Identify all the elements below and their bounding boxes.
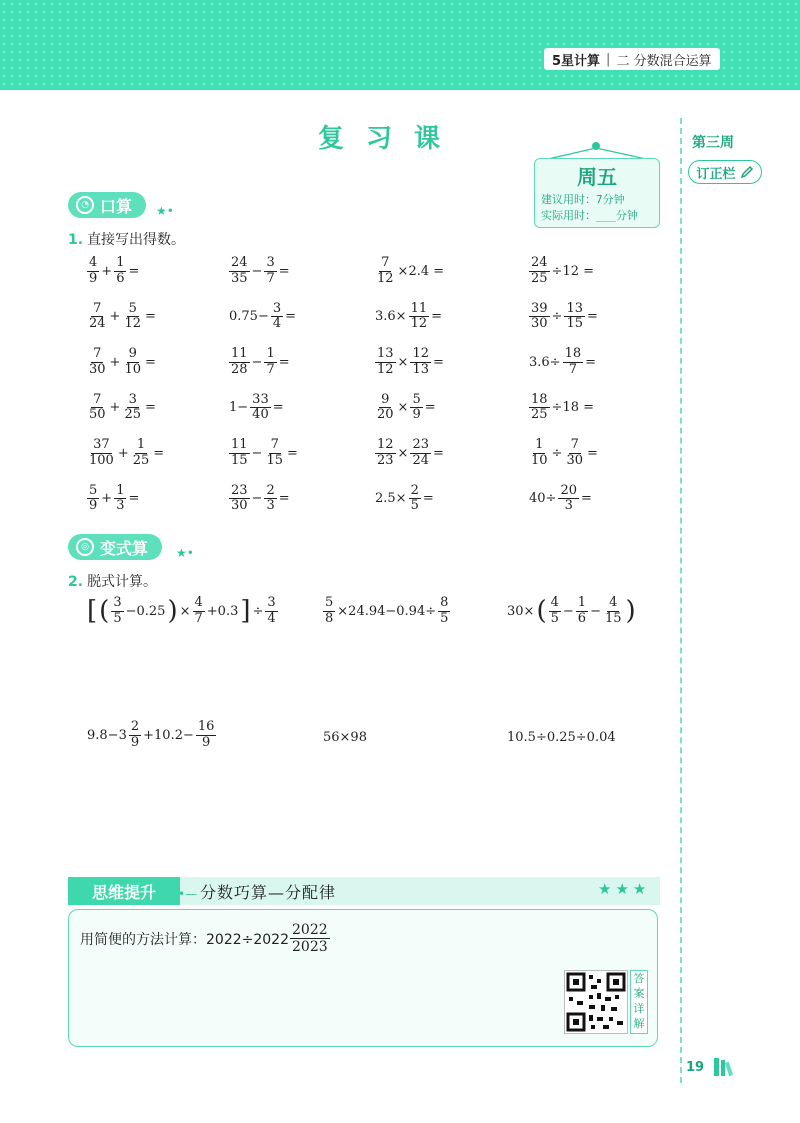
oral-problem <box>374 256 445 287</box>
fraction <box>564 438 585 469</box>
fraction-denominator: 5 <box>440 610 449 626</box>
fraction-numerator: 9 <box>128 346 137 361</box>
fraction <box>558 484 579 515</box>
oral-problem <box>374 438 445 469</box>
fraction-denominator: 30 <box>531 316 548 332</box>
expression-text: = <box>422 491 434 507</box>
oral-problem <box>528 484 593 515</box>
oral-problem <box>86 347 157 378</box>
fraction-numerator: 7 <box>93 391 102 407</box>
fraction <box>264 256 276 287</box>
fraction-denominator: 7 <box>568 361 577 377</box>
fraction-denominator: 40 <box>252 407 269 423</box>
section-tag-label: 变式算 <box>100 538 149 558</box>
expression-text: × <box>397 445 409 461</box>
fraction-denominator: 10 <box>531 452 548 468</box>
written-problem <box>506 730 617 745</box>
margin-divider <box>680 118 682 1083</box>
oral-problem <box>528 302 599 333</box>
fraction <box>264 484 276 515</box>
expression-text: + <box>109 354 121 370</box>
fraction-numerator: 39 <box>531 300 548 316</box>
fraction-numerator: 18 <box>564 346 582 361</box>
expression-text: ÷ <box>252 603 264 619</box>
fraction <box>196 720 217 751</box>
expression-text: ÷ <box>551 309 563 325</box>
correction-column-tag <box>688 160 762 184</box>
fraction-denominator: 28 <box>231 361 248 377</box>
expression-text: × <box>397 354 409 370</box>
header-pill <box>544 48 720 70</box>
question-text: 脱式计算。 <box>87 574 158 590</box>
fraction-numerator: 3 <box>267 595 276 610</box>
fraction-numerator: 24 <box>531 255 548 270</box>
fraction-denominator: 30 <box>89 361 106 377</box>
fraction <box>410 438 431 469</box>
fraction-denominator: 9 <box>201 734 211 750</box>
expression-text: 10.5÷0.25÷0.04 <box>507 730 616 745</box>
books-icon <box>712 1056 740 1078</box>
expression-text: ÷12 = <box>551 263 595 279</box>
fraction <box>564 302 585 333</box>
fraction-denominator: 12 <box>377 270 394 286</box>
fraction-denominator: 50 <box>89 407 106 423</box>
fraction <box>410 393 422 424</box>
fraction-denominator: 10 <box>124 361 141 377</box>
fraction <box>271 302 283 333</box>
written-problem <box>86 596 279 627</box>
fraction <box>229 256 250 287</box>
question-text: 直接写出得数。 <box>87 232 186 248</box>
fraction-numerator: 4 <box>89 255 98 270</box>
fraction-denominator: 30 <box>231 498 248 514</box>
sparkle-icon: ★• <box>176 546 194 560</box>
expression-text: 56×98 <box>323 730 367 745</box>
correction-label: 订正栏 <box>696 166 736 182</box>
chapter-label: 二 分数混合运算 <box>616 53 712 69</box>
oral-problem <box>228 484 291 515</box>
qr-code-icon[interactable] <box>564 970 628 1034</box>
thinking-tag: 思维提升 <box>68 877 180 905</box>
expression-text: = <box>585 354 597 370</box>
expression-text: ×2.4 = <box>397 263 445 279</box>
fraction-denominator: 15 <box>231 452 248 468</box>
expression-text: = <box>433 445 444 461</box>
expression-text: −0.25 <box>125 603 166 619</box>
bracket: ) <box>625 596 636 627</box>
expression-text: + <box>109 400 121 416</box>
fraction-denominator: 8 <box>325 610 334 626</box>
fraction <box>265 596 277 627</box>
fraction-denominator: 5 <box>113 610 122 626</box>
actual-time: 实际用时：___分钟 <box>541 209 638 222</box>
book-brand: 5星计算 <box>552 53 601 69</box>
fraction-numerator: 37 <box>93 437 110 452</box>
expression-text: − <box>251 263 263 279</box>
fraction-numerator: 12 <box>377 437 394 452</box>
fraction-denominator: 100 <box>89 452 114 468</box>
fraction <box>87 438 116 469</box>
fraction-numerator: 3 <box>266 255 275 270</box>
expression-text: = <box>278 491 290 507</box>
fraction-numerator: 3 <box>113 595 122 610</box>
expression-text: +10.2− <box>143 727 194 743</box>
fraction-denominator: 7 <box>266 270 275 286</box>
fraction-numerator: 5 <box>128 300 137 316</box>
thinking-question-text: 用简便的方法计算：2022÷2022 <box>80 931 289 948</box>
expression-text: + <box>117 445 129 461</box>
expression-text: = <box>128 263 140 279</box>
expression-text: +0.3 <box>206 603 239 619</box>
fraction-denominator: 4 <box>267 610 276 626</box>
expression-text: + <box>109 309 121 325</box>
fraction <box>529 438 550 469</box>
oral-problem <box>528 393 595 424</box>
fraction <box>229 347 250 378</box>
fraction-numerator: 11 <box>231 346 248 361</box>
fraction-denominator: 15 <box>266 452 283 468</box>
question-2-title <box>68 571 157 591</box>
oral-problem <box>228 302 297 333</box>
fraction-numerator: 1 <box>116 255 125 270</box>
suggested-time: 建议用时：7分钟 <box>541 193 625 206</box>
fraction <box>529 302 550 333</box>
section-tag-label: 口算 <box>100 196 133 216</box>
sparkle-icon: ★• <box>156 204 174 218</box>
oral-problem <box>228 393 285 424</box>
fraction-denominator: 23 <box>377 452 394 468</box>
expression-text: 3.6÷ <box>529 354 561 370</box>
fraction-numerator: 8 <box>440 595 449 610</box>
fraction <box>122 302 143 333</box>
fraction-numerator: 2022 <box>292 922 328 938</box>
expression-text: = <box>287 445 298 461</box>
fraction-denominator: 9 <box>89 270 98 286</box>
fraction <box>264 347 276 378</box>
written-problem <box>322 596 451 627</box>
oral-problem <box>528 256 595 287</box>
fraction-numerator: 5 <box>412 391 421 407</box>
fraction-denominator: 6 <box>577 610 587 626</box>
fraction-numerator: 1 <box>116 482 125 498</box>
fraction <box>87 484 99 515</box>
expression-text: = <box>587 309 598 325</box>
expression-text: + <box>101 263 113 279</box>
fraction-numerator: 1 <box>535 437 544 452</box>
fraction <box>375 256 396 287</box>
fraction-numerator: 7 <box>93 300 102 316</box>
week-label: 第三周 <box>692 135 734 151</box>
fraction-numerator: 4 <box>609 595 618 610</box>
fraction-numerator: 1 <box>266 346 275 361</box>
expression-text: − <box>251 445 263 461</box>
fraction-numerator: 3 <box>272 300 282 316</box>
fraction-numerator: 24 <box>231 255 248 270</box>
day-label: 周五 <box>577 165 617 189</box>
expression-text: = <box>278 354 290 370</box>
fraction-denominator: 25 <box>124 407 141 423</box>
oral-problem <box>374 484 435 515</box>
fraction-denominator: 4 <box>272 316 282 332</box>
fraction-numerator: 3 <box>128 391 137 407</box>
fraction-denominator: 24 <box>89 316 106 332</box>
expression-text: + <box>101 491 113 507</box>
expression-text: = <box>145 400 156 416</box>
fraction <box>131 438 152 469</box>
fraction-numerator: 13 <box>566 300 583 316</box>
pencil-icon <box>740 165 754 179</box>
expression-text: = <box>145 354 156 370</box>
fraction-numerator: 33 <box>252 391 269 407</box>
fraction-denominator: 13 <box>412 361 429 377</box>
written-problem <box>322 730 368 745</box>
written-problem <box>506 596 637 627</box>
oral-problem <box>528 438 599 469</box>
fraction-numerator: 7 <box>381 255 390 270</box>
fraction-denominator: 12 <box>410 316 428 332</box>
fraction-denominator: 2023 <box>292 939 328 956</box>
oral-problem <box>374 393 437 424</box>
fraction-numerator: 4 <box>194 595 203 610</box>
expression-text: − <box>562 603 574 619</box>
fraction-numerator: 9 <box>381 391 390 407</box>
fraction-numerator: 16 <box>197 719 215 734</box>
expression-text: − <box>590 603 601 619</box>
fraction-denominator: 25 <box>132 452 150 468</box>
expression-text: = <box>431 309 443 325</box>
fraction-numerator: 7 <box>93 346 102 361</box>
fraction <box>323 596 335 627</box>
day-card <box>534 158 660 228</box>
fraction-denominator: 3 <box>116 498 125 514</box>
fraction <box>409 302 430 333</box>
expression-text: × <box>397 400 409 416</box>
fraction <box>375 347 396 378</box>
fraction-numerator: 12 <box>412 346 429 361</box>
oral-problem <box>86 438 165 469</box>
expression-text: 40÷ <box>529 491 557 507</box>
expression-text: − <box>251 354 263 370</box>
page-number: 19 <box>686 1060 705 1075</box>
fraction <box>129 720 141 751</box>
fraction <box>603 596 624 627</box>
fraction <box>438 596 450 627</box>
fraction-numerator: 2 <box>266 482 275 498</box>
mixed-fraction <box>290 922 330 955</box>
header-band <box>0 0 800 90</box>
fraction-denominator: 9 <box>89 498 98 514</box>
fraction-denominator: 24 <box>412 452 429 468</box>
expression-text: 3.6× <box>375 309 407 325</box>
fraction <box>229 484 250 515</box>
fraction-denominator: 7 <box>194 610 203 626</box>
expression-text: 9.8−3 <box>87 727 127 743</box>
fraction-denominator: 5 <box>410 498 419 514</box>
expression-text: 1− <box>229 400 249 416</box>
fraction-denominator: 25 <box>531 270 548 286</box>
expression-text: = <box>278 263 290 279</box>
fraction <box>87 347 108 378</box>
fraction-numerator: 1 <box>136 437 146 452</box>
fraction-numerator: 1 <box>577 595 587 610</box>
fraction-denominator: 20 <box>377 407 394 423</box>
oral-problem <box>228 256 291 287</box>
oral-problem <box>86 484 140 515</box>
expression-text: = <box>153 445 165 461</box>
fraction <box>111 596 123 627</box>
target-icon: ◎ <box>76 538 94 556</box>
answer-detail-label: 答案详解 <box>630 970 648 1034</box>
oral-problem <box>374 347 445 378</box>
expression-text: ÷18 = <box>551 400 595 416</box>
fraction <box>549 596 561 627</box>
expression-text: ÷ <box>551 445 563 461</box>
header-separator: | <box>606 51 611 67</box>
fraction <box>563 347 584 378</box>
fraction <box>529 256 550 287</box>
fraction <box>576 596 588 627</box>
fraction <box>264 438 285 469</box>
fraction <box>122 347 143 378</box>
expression-text: 2.5× <box>375 491 407 507</box>
bracket: ] <box>240 596 251 627</box>
fraction <box>87 302 108 333</box>
oral-problem <box>374 302 443 333</box>
fraction-numerator: 5 <box>325 595 334 610</box>
expression-text: = <box>424 400 436 416</box>
question-1-title <box>68 229 185 249</box>
fraction-denominator: 15 <box>566 316 583 332</box>
fraction <box>114 484 126 515</box>
fraction <box>410 347 431 378</box>
fraction-numerator: 18 <box>531 391 548 407</box>
fraction-numerator: 20 <box>560 482 577 498</box>
fraction-numerator: 23 <box>412 437 429 452</box>
fraction-numerator: 7 <box>270 437 279 452</box>
fraction <box>375 393 396 424</box>
bracket: ) <box>167 596 178 627</box>
fraction-numerator: 2 <box>410 482 419 498</box>
fraction-denominator: 35 <box>231 270 248 286</box>
oral-problem <box>228 438 299 469</box>
fraction-denominator: 12 <box>124 316 141 332</box>
fraction <box>122 393 143 424</box>
fraction-numerator: 5 <box>89 482 98 498</box>
expression-text: 0.75− <box>229 309 269 325</box>
oral-problem <box>528 347 597 378</box>
fraction-denominator: 9 <box>412 407 421 423</box>
fraction-denominator: 15 <box>604 610 622 626</box>
fraction-denominator: 5 <box>550 610 559 626</box>
expression-text: = <box>285 309 297 325</box>
expression-text: = <box>128 491 140 507</box>
fraction <box>193 596 205 627</box>
bracket: ( <box>99 596 110 627</box>
bracket: [ <box>87 596 98 627</box>
fraction <box>229 438 250 469</box>
fraction-denominator: 9 <box>130 734 140 750</box>
fraction-numerator: 4 <box>550 595 559 610</box>
fraction-denominator: 7 <box>266 361 275 377</box>
section-tag-oral <box>68 192 146 218</box>
fraction-numerator: 11 <box>231 437 248 452</box>
page-title: 复习课 <box>317 124 462 154</box>
thinking-question <box>80 922 331 955</box>
difficulty-stars: ★★★ <box>598 880 651 898</box>
bracket: ( <box>536 596 547 627</box>
fraction-denominator: 25 <box>531 407 548 423</box>
expression-text: ×24.94−0.94÷ <box>337 603 437 619</box>
fraction-denominator: 6 <box>116 270 125 286</box>
expression-text: − <box>251 491 263 507</box>
thinking-subtitle: 分数巧算—分配律 <box>200 883 337 902</box>
fraction-numerator: 11 <box>410 300 428 316</box>
oral-problem <box>86 393 157 424</box>
stopwatch-icon: ◔ <box>76 196 94 214</box>
fraction <box>114 256 126 287</box>
expression-text: = <box>580 491 592 507</box>
expression-text: = <box>587 445 598 461</box>
fraction <box>250 393 271 424</box>
dash-dot-icon: •— <box>178 887 198 901</box>
oral-problem <box>228 347 291 378</box>
fraction <box>409 484 421 515</box>
expression-text: = <box>272 400 284 416</box>
expression-text: = <box>145 309 156 325</box>
section-tag-variant <box>68 534 162 560</box>
fraction <box>375 438 396 469</box>
expression-text: 30× <box>507 603 535 619</box>
oral-problem <box>86 302 157 333</box>
written-problem <box>86 720 217 751</box>
question-number: 1. <box>68 232 84 248</box>
fraction <box>529 393 550 424</box>
expression-text: = <box>433 354 444 370</box>
expression-text: × <box>179 603 191 619</box>
fraction-denominator: 30 <box>566 452 583 468</box>
fraction-numerator: 2 <box>130 719 140 734</box>
fraction <box>87 256 99 287</box>
fraction-denominator: 12 <box>377 361 394 377</box>
fraction-denominator: 3 <box>564 498 573 514</box>
fraction-denominator: 3 <box>266 498 275 514</box>
fraction-numerator: 23 <box>231 482 248 498</box>
fraction <box>87 393 108 424</box>
fraction-numerator: 7 <box>570 437 579 452</box>
fraction-numerator: 13 <box>377 346 394 361</box>
question-number: 2. <box>68 574 84 590</box>
oral-problem <box>86 256 140 287</box>
